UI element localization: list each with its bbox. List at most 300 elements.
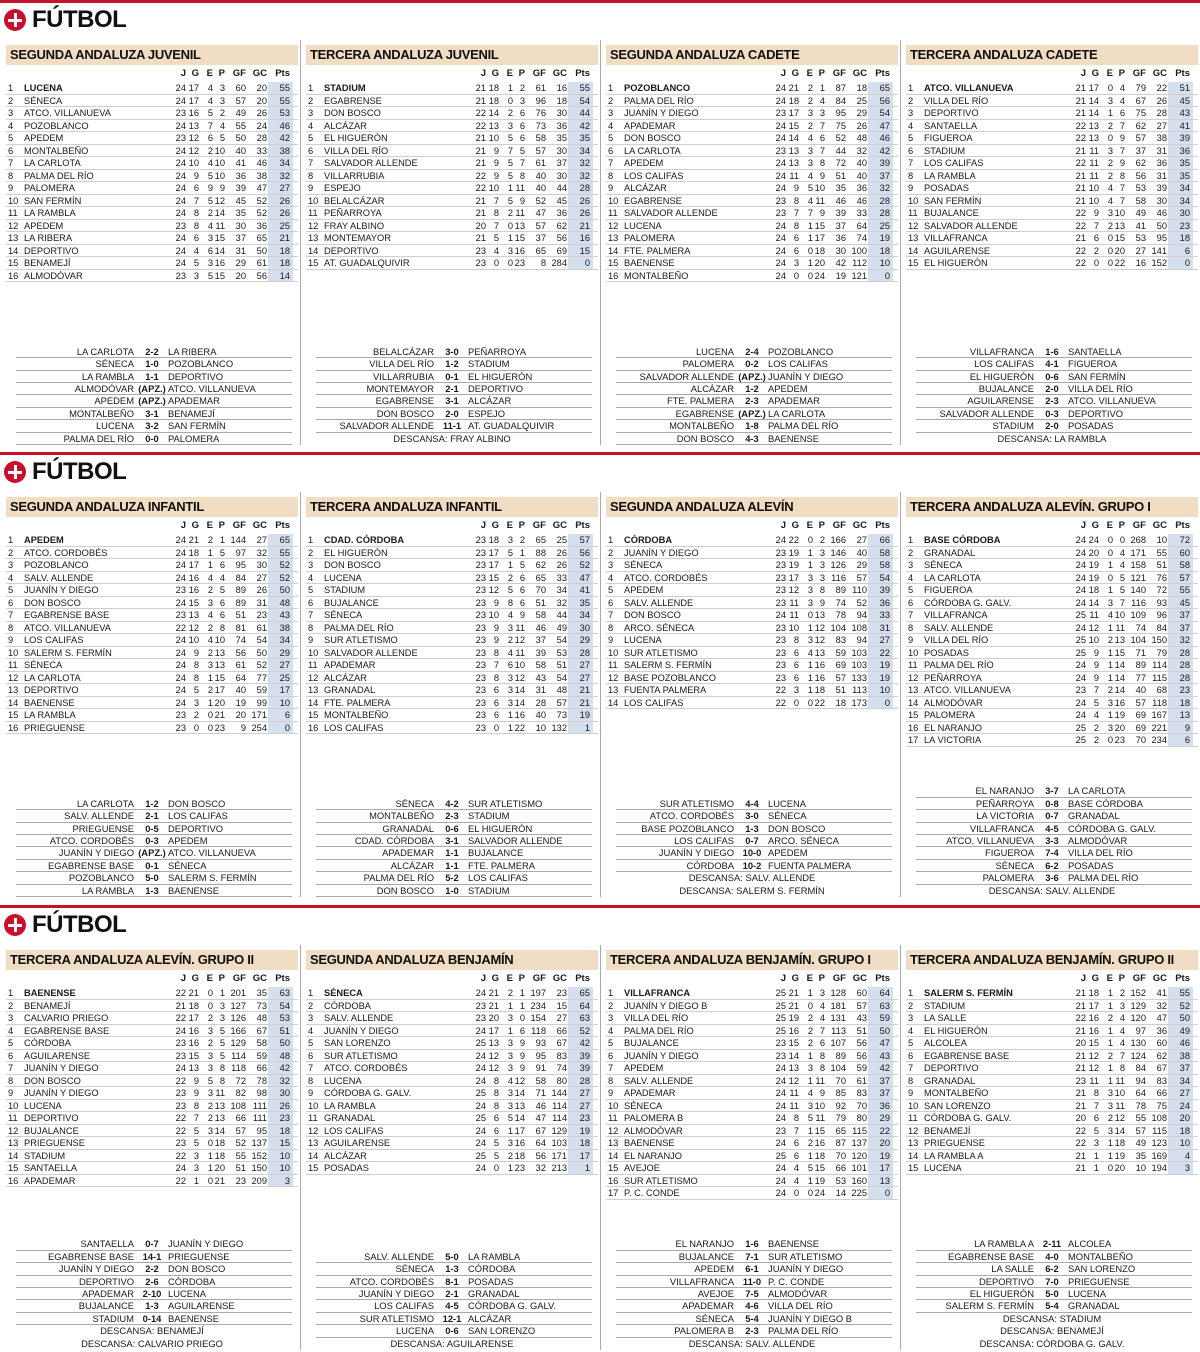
stat-pts: 23	[1168, 684, 1193, 697]
stat-p: 14	[1114, 672, 1125, 683]
position: 5	[8, 133, 14, 143]
stat-e: 3	[507, 697, 513, 708]
stat-g: 17	[1088, 1000, 1099, 1011]
position: 1	[608, 988, 614, 998]
stat-g: 3	[193, 1163, 199, 1173]
stat-gc: 72	[1156, 585, 1167, 595]
stat-j: 22	[775, 685, 786, 695]
stat-gc: 20	[256, 83, 267, 93]
table-row	[606, 1062, 898, 1075]
stat-p: 12	[214, 195, 225, 206]
stat-j: 22	[1075, 220, 1086, 231]
stat-g: 10	[488, 610, 499, 620]
stat-j: 23	[175, 133, 186, 143]
team-name: EGABRENSE	[624, 195, 682, 206]
stat-g: 7	[493, 660, 499, 670]
stat-g: 17	[488, 547, 499, 558]
stat-e: 1	[807, 1150, 813, 1161]
column-header: E	[506, 68, 513, 79]
stat-p: 23	[214, 722, 225, 733]
stat-gc: 54	[256, 635, 267, 645]
home-team: ALCÁZAR	[690, 382, 734, 394]
stat-j: 23	[775, 208, 786, 218]
stat-p: 9	[519, 1050, 525, 1061]
stat-j: 24	[775, 183, 786, 193]
position: 14	[908, 697, 919, 708]
home-team: ATCO. CORDOBÉS	[349, 1275, 434, 1287]
position: 5	[908, 133, 914, 143]
standings-table	[306, 534, 598, 734]
team-name: LA SALLE	[924, 1013, 967, 1023]
match-result	[6, 835, 298, 847]
stat-p: 8	[219, 622, 225, 633]
column-header: GF	[1132, 68, 1146, 79]
stat-gc: 103	[851, 660, 867, 670]
stat-p: 4	[819, 1000, 825, 1011]
stat-e: 1	[207, 697, 213, 708]
stat-g: 14	[788, 133, 799, 143]
stat-e: 0	[1107, 1163, 1113, 1173]
table-row	[606, 597, 898, 610]
team-name: ATCO. VILLANUEVA	[924, 83, 1014, 93]
home-team: JUANÍN Y DIEGO	[358, 1287, 434, 1299]
stat-gc: 95	[256, 1125, 267, 1136]
team-name: GRANADAL	[924, 1075, 976, 1086]
rest-team: DESCANSA: AGUILARENSE	[390, 1337, 514, 1349]
stat-j: 24	[175, 635, 186, 645]
section-title: FÚTBOL	[32, 458, 127, 485]
stat-j: 22	[175, 988, 186, 998]
stat-e: 4	[807, 170, 813, 181]
stat-p: 1	[519, 1000, 525, 1011]
team-name: CÓRDOBA G. GALV.	[924, 597, 1012, 608]
stat-gf: 60	[235, 83, 246, 93]
stat-gc: 44	[556, 610, 567, 620]
stat-e: 5	[207, 108, 213, 118]
match-result	[306, 1251, 598, 1263]
stat-gf: 70	[1135, 735, 1146, 745]
stat-g: 3	[793, 685, 799, 695]
column-header: GC	[1152, 973, 1167, 984]
stat-e: 5	[507, 133, 513, 143]
stat-j: 24	[775, 535, 786, 545]
team-name: LUCENA	[624, 635, 662, 645]
column-header: G	[191, 68, 199, 79]
stat-e: 4	[507, 610, 513, 620]
stat-g: 17	[188, 83, 199, 93]
stat-pts: 0	[1168, 257, 1193, 270]
home-team: SALVADOR ALLENDE	[339, 420, 434, 432]
stat-g: 11	[1089, 145, 1099, 156]
stat-pts: 23	[568, 1112, 593, 1125]
team-name: MONTEMAYOR	[324, 233, 391, 243]
position: 14	[8, 697, 19, 708]
stat-gc: 101	[851, 1163, 867, 1173]
stat-pts: 31	[868, 622, 893, 635]
stat-gc: 30	[556, 145, 567, 156]
stat-gc: 96	[1156, 610, 1167, 620]
position: 5	[308, 1038, 314, 1048]
away-team: CÓRDOBA	[468, 1263, 516, 1275]
stat-e: 1	[807, 560, 813, 570]
score: 2-1	[445, 1287, 459, 1299]
stat-gf: 84	[1135, 1063, 1146, 1073]
stat-j: 24	[1075, 535, 1086, 545]
results-list	[306, 1251, 598, 1350]
score: 1-0	[145, 358, 159, 370]
stat-pts: 0	[868, 697, 893, 710]
position: 2	[8, 95, 14, 106]
stat-gf: 201	[230, 988, 246, 998]
stat-pts: 39	[568, 1050, 593, 1063]
home-team: PRIEGUENSE	[72, 822, 134, 834]
away-team: SAN FERMÍN	[1068, 370, 1126, 382]
stat-pts: 18	[568, 1137, 593, 1150]
home-team: SALERM S. FERMÍN	[945, 1300, 1034, 1312]
stat-gc: 16	[556, 83, 567, 93]
position: 15	[908, 710, 919, 720]
stat-j: 24	[475, 1163, 486, 1173]
column-divider	[600, 945, 601, 1350]
stat-j: 25	[1075, 647, 1086, 658]
stat-gc: 36	[1156, 1025, 1167, 1036]
table-row	[906, 1012, 1198, 1025]
table-row	[606, 132, 898, 145]
stat-g: 0	[193, 722, 199, 733]
stat-g: 15	[488, 572, 499, 583]
stat-p: 3	[1119, 1000, 1125, 1011]
stat-pts: 37	[868, 1087, 893, 1100]
stat-j: 24	[775, 1100, 786, 1111]
away-team: ATCO. VILLANUEVA	[168, 847, 256, 859]
away-team: VILLA DEL RÍO	[768, 1300, 833, 1312]
stat-j: 24	[1075, 597, 1086, 608]
rest-team: DESCANSA: BENAMEJÍ	[100, 1325, 204, 1337]
stat-e: 1	[1107, 672, 1113, 683]
team-name: VILLAFRANCA	[624, 988, 691, 998]
stat-g: 8	[493, 1100, 499, 1111]
team-name: PRIEGUENSE	[924, 1138, 985, 1148]
stat-gf: 46	[535, 622, 546, 633]
stat-p: 16	[1114, 697, 1125, 708]
stat-p: 2	[519, 83, 525, 93]
stat-e: 2	[207, 535, 213, 545]
stat-g: 6	[793, 1150, 799, 1161]
column-header: GF	[832, 973, 846, 984]
stat-gf: 16	[1135, 258, 1146, 268]
column-header: E	[506, 520, 513, 531]
column-header: P	[1118, 973, 1125, 984]
stat-p: 16	[814, 660, 825, 670]
stat-gc: 59	[256, 1050, 267, 1061]
stat-j: 24	[475, 988, 486, 998]
position: 3	[8, 560, 14, 570]
table-row	[306, 1050, 598, 1063]
stat-gf: 27	[1135, 245, 1146, 256]
stat-gf: 95	[235, 560, 246, 570]
stat-gf: 19	[235, 697, 246, 708]
stat-pts: 55	[1168, 987, 1193, 1000]
position: 10	[8, 195, 19, 206]
position: 12	[908, 220, 919, 231]
table-row	[306, 597, 598, 610]
stat-g: 9	[1093, 647, 1099, 658]
table-row	[306, 1112, 598, 1125]
column-header: GC	[552, 520, 567, 531]
away-team: DEPORTIVO	[168, 370, 224, 382]
away-team: JUANÍN Y DIEGO	[168, 1238, 244, 1250]
match-result	[306, 810, 598, 822]
score: 4-5	[445, 1300, 459, 1312]
stat-pts: 37	[1168, 1062, 1193, 1075]
stat-gc: 69	[556, 245, 567, 256]
stat-gc: 129	[551, 1125, 567, 1136]
stat-j: 23	[175, 1088, 186, 1098]
stat-gc: 54	[556, 635, 567, 645]
stat-g: 9	[1093, 672, 1099, 683]
stat-p: 6	[819, 133, 825, 143]
stat-g: 8	[493, 672, 499, 683]
match-result	[606, 1251, 898, 1263]
stat-g: 11	[1089, 1075, 1099, 1086]
stat-pts: 19	[868, 1150, 893, 1163]
stat-gf: 49	[235, 108, 246, 118]
stat-p: 12	[1114, 1113, 1125, 1123]
away-team: SAN LORENZO	[1068, 1263, 1136, 1275]
results-list	[6, 798, 298, 897]
stat-pts: 19	[868, 672, 893, 685]
stat-g: 15	[188, 597, 199, 608]
stat-gc: 171	[551, 1150, 567, 1161]
column-header: G	[191, 973, 199, 984]
stat-pts: 28	[868, 195, 893, 208]
stat-j: 24	[175, 647, 186, 658]
stat-gf: 89	[835, 585, 846, 595]
stat-pts: 25	[268, 672, 293, 685]
stat-gc: 94	[856, 635, 867, 645]
match-result	[6, 885, 298, 897]
table-row	[906, 107, 1198, 120]
table-row	[6, 672, 298, 685]
score: 0-1	[145, 859, 159, 871]
team-name: APEDEM	[624, 585, 664, 595]
column-header: GF	[532, 68, 546, 79]
stat-g: 12	[488, 1050, 499, 1061]
stat-j: 24	[175, 170, 186, 181]
score: 3-2	[145, 420, 159, 432]
home-team: SUR ATLETISMO	[659, 797, 734, 809]
stat-pts: 27	[268, 659, 293, 672]
stat-g: 21	[488, 1000, 499, 1011]
stat-pts: 13	[868, 1175, 893, 1188]
stat-gf: 8	[540, 258, 546, 268]
score: 1-3	[145, 1300, 159, 1312]
stat-j: 24	[775, 220, 786, 231]
match-result	[606, 835, 898, 847]
score: 2-3	[445, 810, 459, 822]
stat-gc: 113	[852, 685, 867, 695]
home-team: SUR ATLETISMO	[359, 1312, 434, 1324]
stat-pts: 18	[268, 1125, 293, 1138]
stat-j: 23	[175, 1038, 186, 1048]
away-team: PALMA DEL RÍO	[768, 420, 839, 432]
table-row	[606, 584, 898, 597]
stat-j: 24	[775, 258, 786, 268]
stat-pts: 10	[268, 1150, 293, 1163]
stat-g: 16	[188, 572, 199, 583]
score: 1-1	[445, 847, 459, 859]
stat-e: 1	[507, 1163, 513, 1173]
match-result	[6, 408, 298, 420]
stat-gf: 89	[1135, 660, 1146, 670]
column-header: J	[1080, 68, 1086, 79]
position: 5	[8, 585, 14, 595]
team-name: GRANADAL	[924, 547, 976, 558]
stat-gc: 31	[1156, 170, 1167, 181]
table-row	[606, 547, 898, 560]
stat-p: 10	[1114, 610, 1125, 620]
stat-gf: 52	[235, 1138, 246, 1148]
away-team: AT. GUADALQUIVIR	[468, 420, 555, 432]
position: 9	[608, 183, 614, 193]
stat-e: 2	[1107, 1050, 1113, 1061]
stat-pts: 21	[568, 697, 593, 710]
stat-gf: 57	[535, 145, 546, 156]
stat-p: 11	[1115, 1075, 1125, 1086]
team-name: ALCÁZAR	[624, 183, 667, 193]
away-team: P. C. CONDE	[768, 1275, 825, 1287]
stat-gf: 40	[235, 685, 246, 695]
score: 6-2	[1045, 1263, 1059, 1275]
table-row	[906, 82, 1198, 95]
stat-p: 18	[514, 1150, 525, 1161]
table-row	[906, 195, 1198, 208]
stat-pts: 21	[568, 220, 593, 233]
table-row	[906, 170, 1198, 183]
stat-g: 4	[193, 245, 199, 256]
team-name: ATCO. CORDOBÉS	[324, 1063, 408, 1073]
table-row	[306, 584, 598, 597]
stat-g: 6	[793, 245, 799, 256]
away-team: BAENENSE	[168, 1312, 220, 1324]
stat-e: 0	[807, 697, 813, 708]
score: 1-3	[145, 884, 159, 896]
home-team: APADEMAR	[682, 1300, 734, 1312]
stat-e: 1	[807, 258, 813, 268]
position: 8	[8, 1075, 14, 1086]
score: 0-14	[142, 1312, 162, 1324]
column-header: GF	[232, 520, 246, 531]
column-header: Pts	[875, 973, 890, 984]
match-result	[906, 823, 1198, 835]
match-result	[906, 860, 1198, 872]
stat-p: 9	[819, 1088, 825, 1098]
stat-gc: 108	[851, 622, 867, 633]
stat-gc: 53	[556, 647, 567, 658]
stat-p: 12	[814, 622, 825, 633]
stat-gf: 97	[1135, 1025, 1146, 1036]
stat-gc: 115	[1152, 1125, 1167, 1136]
stat-g: 4	[793, 1163, 799, 1173]
stat-pts: 38	[268, 145, 293, 158]
stat-g: 8	[493, 208, 499, 218]
stat-g: 8	[193, 220, 199, 231]
stat-gf: 58	[535, 1075, 546, 1086]
stat-p: 15	[1114, 233, 1125, 243]
stat-pts: 47	[868, 1037, 893, 1050]
score: 2-10	[142, 1287, 162, 1299]
score: 1-1	[445, 859, 459, 871]
position: 8	[8, 170, 14, 181]
stat-e: 2	[507, 635, 513, 645]
position: 10	[908, 647, 919, 658]
position: 3	[608, 108, 614, 118]
match-result	[906, 785, 1198, 797]
table-row	[606, 622, 898, 635]
position: 12	[8, 220, 19, 231]
position: 13	[8, 1138, 19, 1148]
team-name: PALMA DEL RÍO	[624, 1025, 694, 1036]
stat-p: 15	[814, 1125, 825, 1136]
team-name: STADIUM	[324, 585, 366, 595]
stat-j: 23	[475, 547, 486, 558]
home-team: STADIUM	[992, 420, 1034, 432]
stat-gc: 40	[856, 547, 867, 558]
stat-j: 24	[775, 158, 786, 168]
position: 12	[608, 1125, 619, 1136]
stat-j: 24	[175, 535, 186, 545]
stat-g: 6	[493, 710, 499, 720]
stat-gf: 74	[235, 635, 246, 645]
column-header: E	[206, 973, 213, 984]
stat-gc: 234	[1151, 735, 1167, 745]
stat-gf: 40	[535, 183, 546, 193]
match-result	[606, 823, 898, 835]
stat-gf: 69	[835, 660, 846, 670]
stat-p: 5	[219, 1025, 225, 1036]
stat-gc: 62	[1156, 1050, 1167, 1061]
stat-g: 12	[188, 622, 199, 633]
stat-pts: 45	[1168, 95, 1193, 108]
stat-e: 1	[807, 660, 813, 670]
stat-e: 2	[807, 120, 813, 131]
stat-j: 23	[175, 710, 186, 720]
match-result	[6, 1276, 298, 1288]
stat-j: 21	[475, 195, 486, 206]
stat-gc: 33	[556, 572, 567, 583]
team-name: FUENTA PALMERA	[624, 685, 707, 695]
match-result	[606, 420, 898, 432]
stat-gf: 66	[235, 1113, 246, 1123]
stat-pts: 18	[868, 245, 893, 258]
stat-g: 19	[1088, 560, 1099, 570]
stat-g: 0	[793, 1188, 799, 1198]
stat-p: 6	[219, 610, 225, 620]
results-list	[6, 346, 298, 445]
position: 12	[8, 672, 19, 683]
result-rule	[16, 896, 292, 897]
away-team: CÓRDOBA G. GALV.	[468, 1300, 557, 1312]
team-name: VILLA DEL RÍO	[924, 95, 989, 106]
results-list	[6, 1238, 298, 1350]
standings-header	[906, 973, 1198, 987]
stat-p: 8	[819, 1063, 825, 1073]
team-name: DEPORTIVO	[324, 245, 379, 256]
home-team: VILLAFRANCA	[969, 822, 1034, 834]
stat-gf: 42	[835, 258, 846, 268]
stat-pts: 57	[1168, 572, 1193, 585]
stat-pts: 64	[868, 987, 893, 1000]
